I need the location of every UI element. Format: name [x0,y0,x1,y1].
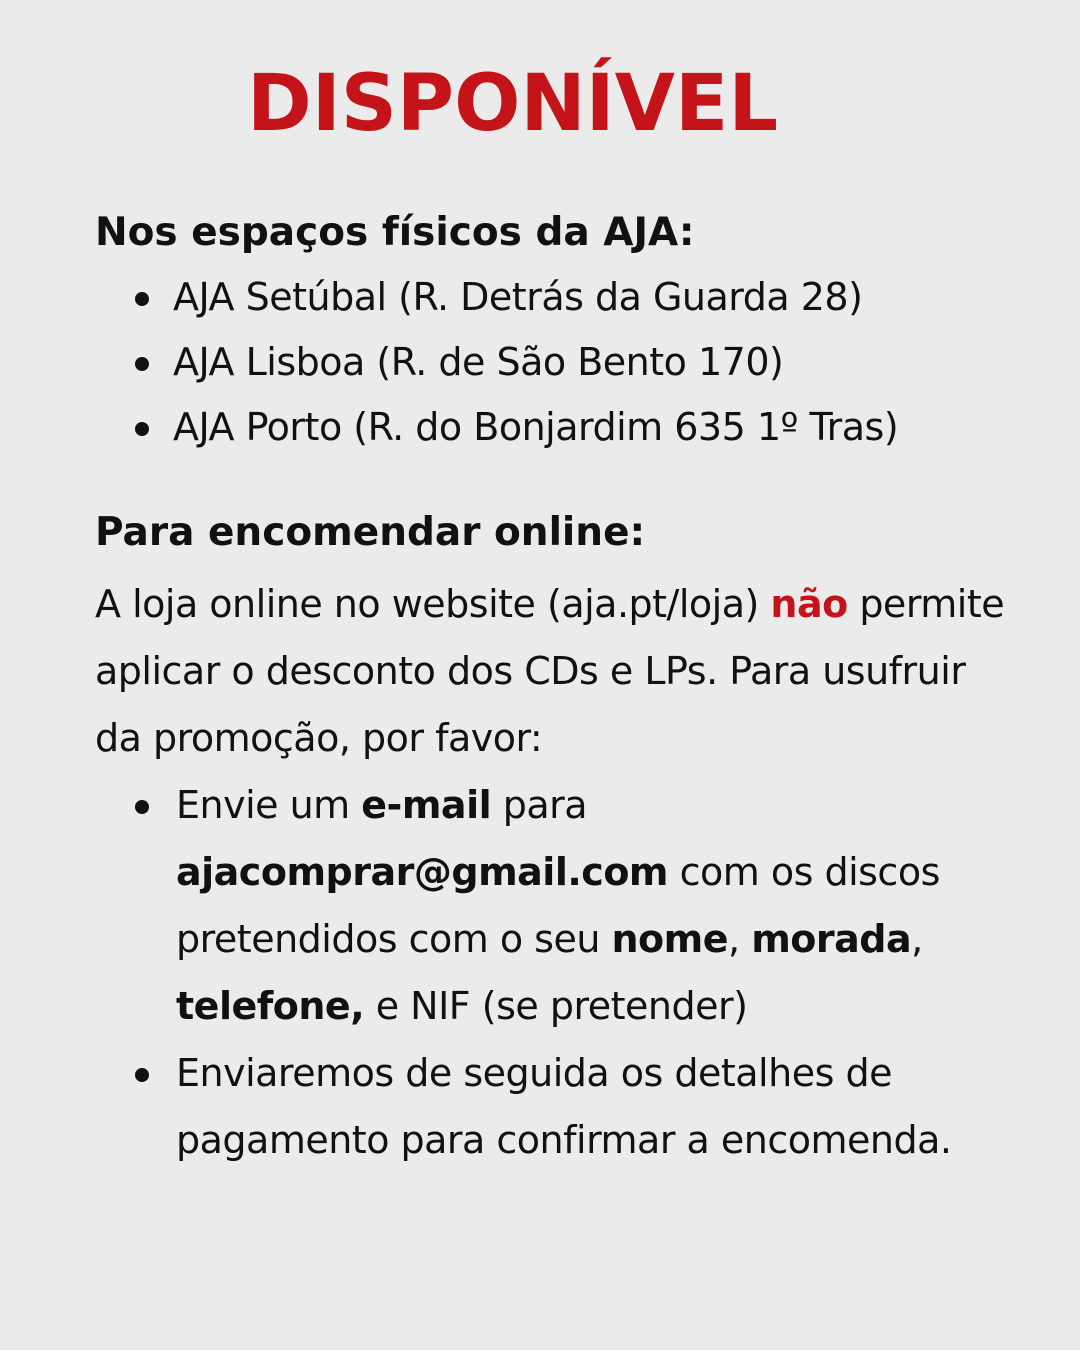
step-text: Enviaremos de seguida os detalhes de pagamento para confirmar a encomenda. [176,1051,952,1162]
store-label: AJA Setúbal (R. Detrás da Guarda 28) [173,275,863,319]
store-item-setubal [95,265,1015,330]
online-intro-paragraph [95,571,1015,772]
step-text: para [491,783,588,827]
bullet-icon [135,422,149,436]
step-emphasis-telefone: telefone, [176,984,365,1028]
order-step-email [95,772,1015,1040]
step-text: Envie um [176,783,362,827]
intro-emphasis: não [770,582,848,626]
physical-stores-section [95,205,1015,460]
step-text: com os discos pretendidos com o seu [176,850,940,961]
step-text: e NIF (se pretender) [364,984,748,1028]
order-steps-list [95,772,1015,1174]
bullet-icon [135,357,149,371]
online-order-section [95,505,1015,1174]
intro-text: A loja online no website (aja.pt/loja) [95,582,771,626]
store-label: AJA Lisboa (R. de São Bento 170) [173,340,784,384]
page-title: DISPONÍVEL [246,59,779,149]
step-text: , [911,917,923,961]
bullet-icon [135,1068,149,1082]
email-address: ajacomprar@gmail.com [176,850,669,894]
bullet-icon [135,292,149,306]
step-text: , [728,917,752,961]
step-emphasis-email: e-mail [361,783,492,827]
store-label: AJA Porto (R. do Bonjardim 635 1º Tras) [173,405,899,449]
order-step-payment [95,1040,1015,1174]
store-item-porto [95,395,1015,460]
step-emphasis-nome: nome [611,917,729,961]
intro-text-continued: permite aplicar o desconto dos CDs e LPs. Para usufruir da promoção, por favor: [95,582,1005,760]
store-list [95,265,1015,460]
physical-stores-heading: Nos espaços físicos da AJA: [95,210,695,255]
bullet-icon [135,800,149,814]
online-order-heading: Para encomendar online: [95,510,646,555]
store-item-lisboa [95,330,1015,395]
step-emphasis-morada: morada [751,917,912,961]
